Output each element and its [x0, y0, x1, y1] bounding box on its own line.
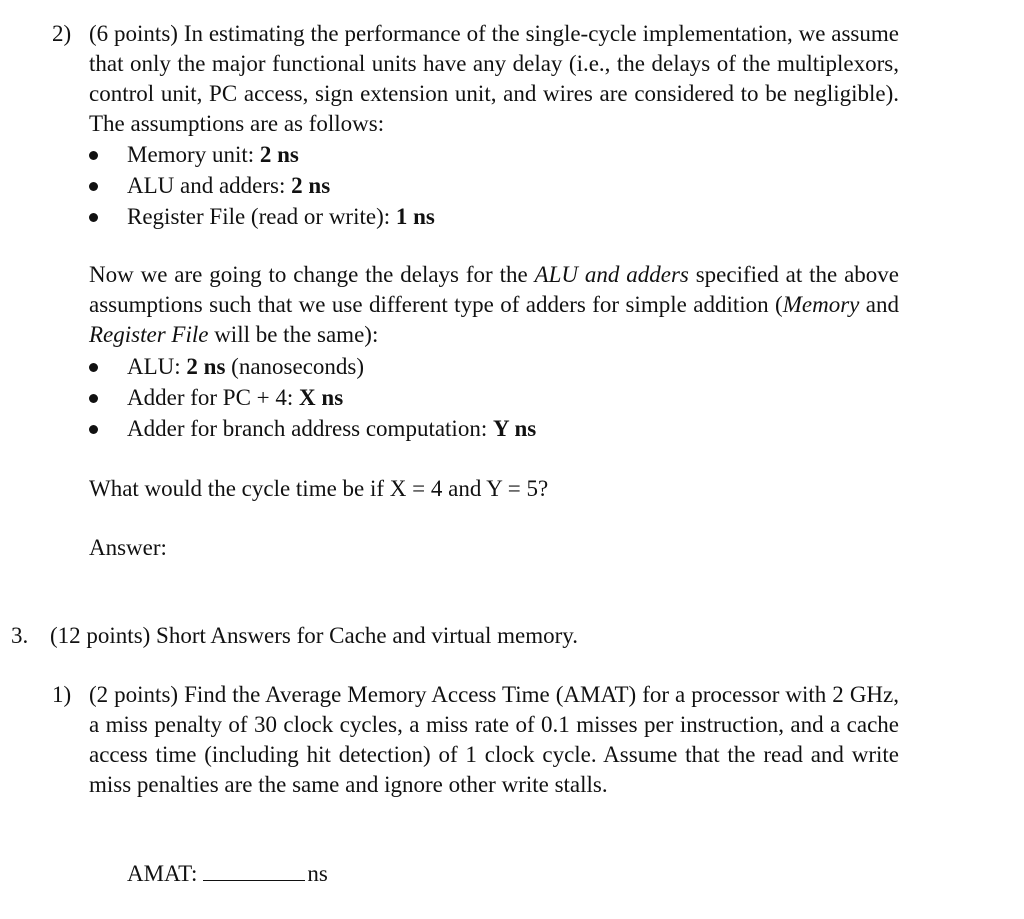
- bullet-icon: [89, 151, 98, 160]
- delay-change-paragraph: [89, 260, 899, 350]
- question-2-intro-text: In estimating the performance of the single-cycle implementation, we assume that only the major functional units have any delay (i.e., the delays of the multiplexors, control unit, PC access, sign extension unit, and wires are considered to be negligible). The assumptions are as follows:: [89, 21, 899, 136]
- question-3-number: 3.: [11, 623, 29, 648]
- assumption-value: 1 ns: [395, 204, 435, 229]
- assumption-label: ALU and adders:: [127, 173, 292, 198]
- answer-label: Answer:: [89, 535, 167, 560]
- question-2-prompt: What would the cycle time be if X = 4 and Y = 5?: [89, 476, 549, 501]
- sub-question-1-text: (2 points) Find the Average Memory Access Time (AMAT) for a processor with 2 GHz, a miss penalty of 30 clock cycles, a miss rate of 0.1 misses per instruction, and a cache access time (including hit detection) of 1 clock cycle. Assume that the read and write miss penalties are the same and ignore other write stalls.: [89, 682, 899, 797]
- new-delay-item: [89, 351, 909, 382]
- amat-blank[interactable]: [203, 858, 305, 881]
- assumption-label: Register File (read or write):: [127, 204, 396, 229]
- bullet-icon: [89, 394, 98, 403]
- change-text: and: [859, 292, 899, 317]
- change-emphasis-alu: ALU and adders: [534, 262, 689, 287]
- new-delay-value: 2 ns: [186, 354, 226, 379]
- question-2-intro: [89, 19, 899, 139]
- assumption-item: [89, 170, 909, 201]
- question-2-points: (6 points): [89, 21, 178, 46]
- change-text: specified at the above assumptions such that we use different type of adders for simple addition (: [89, 262, 899, 317]
- change-emphasis-register-file: Register File: [89, 322, 209, 347]
- bullet-icon: [89, 182, 98, 191]
- new-delay-suffix: (nanoseconds): [225, 354, 365, 379]
- new-delay-item: [89, 382, 909, 413]
- new-delay-list: [89, 351, 909, 444]
- amat-answer-line: [127, 858, 328, 889]
- bullet-icon: [89, 363, 98, 372]
- bullet-icon: [89, 425, 98, 434]
- assumption-list: [89, 139, 909, 232]
- new-delay-label: Adder for branch address computation:: [127, 416, 493, 441]
- new-delay-item: [89, 413, 909, 444]
- assumption-value: 2 ns: [259, 142, 299, 167]
- new-delay-value: Y ns: [492, 416, 537, 441]
- new-delay-value: X ns: [299, 385, 344, 410]
- bullet-icon: [89, 213, 98, 222]
- sub-question-1-number: 1): [52, 682, 72, 707]
- assumption-label: Memory unit:: [127, 142, 260, 167]
- change-emphasis-memory: Memory: [782, 292, 860, 317]
- amat-unit: ns: [307, 861, 328, 886]
- assumption-item: [89, 201, 909, 232]
- change-text: will be the same):: [208, 322, 379, 347]
- amat-label: AMAT:: [127, 861, 198, 886]
- question-2-number: 2): [52, 21, 72, 46]
- change-text: Now we are going to change the delays for the: [89, 262, 535, 287]
- new-delay-label: Adder for PC + 4:: [127, 385, 300, 410]
- new-delay-label: ALU:: [127, 354, 187, 379]
- assumption-value: 2 ns: [291, 173, 331, 198]
- question-3-title: (12 points) Short Answers for Cache and virtual memory.: [50, 623, 579, 648]
- assumption-item: [89, 139, 909, 170]
